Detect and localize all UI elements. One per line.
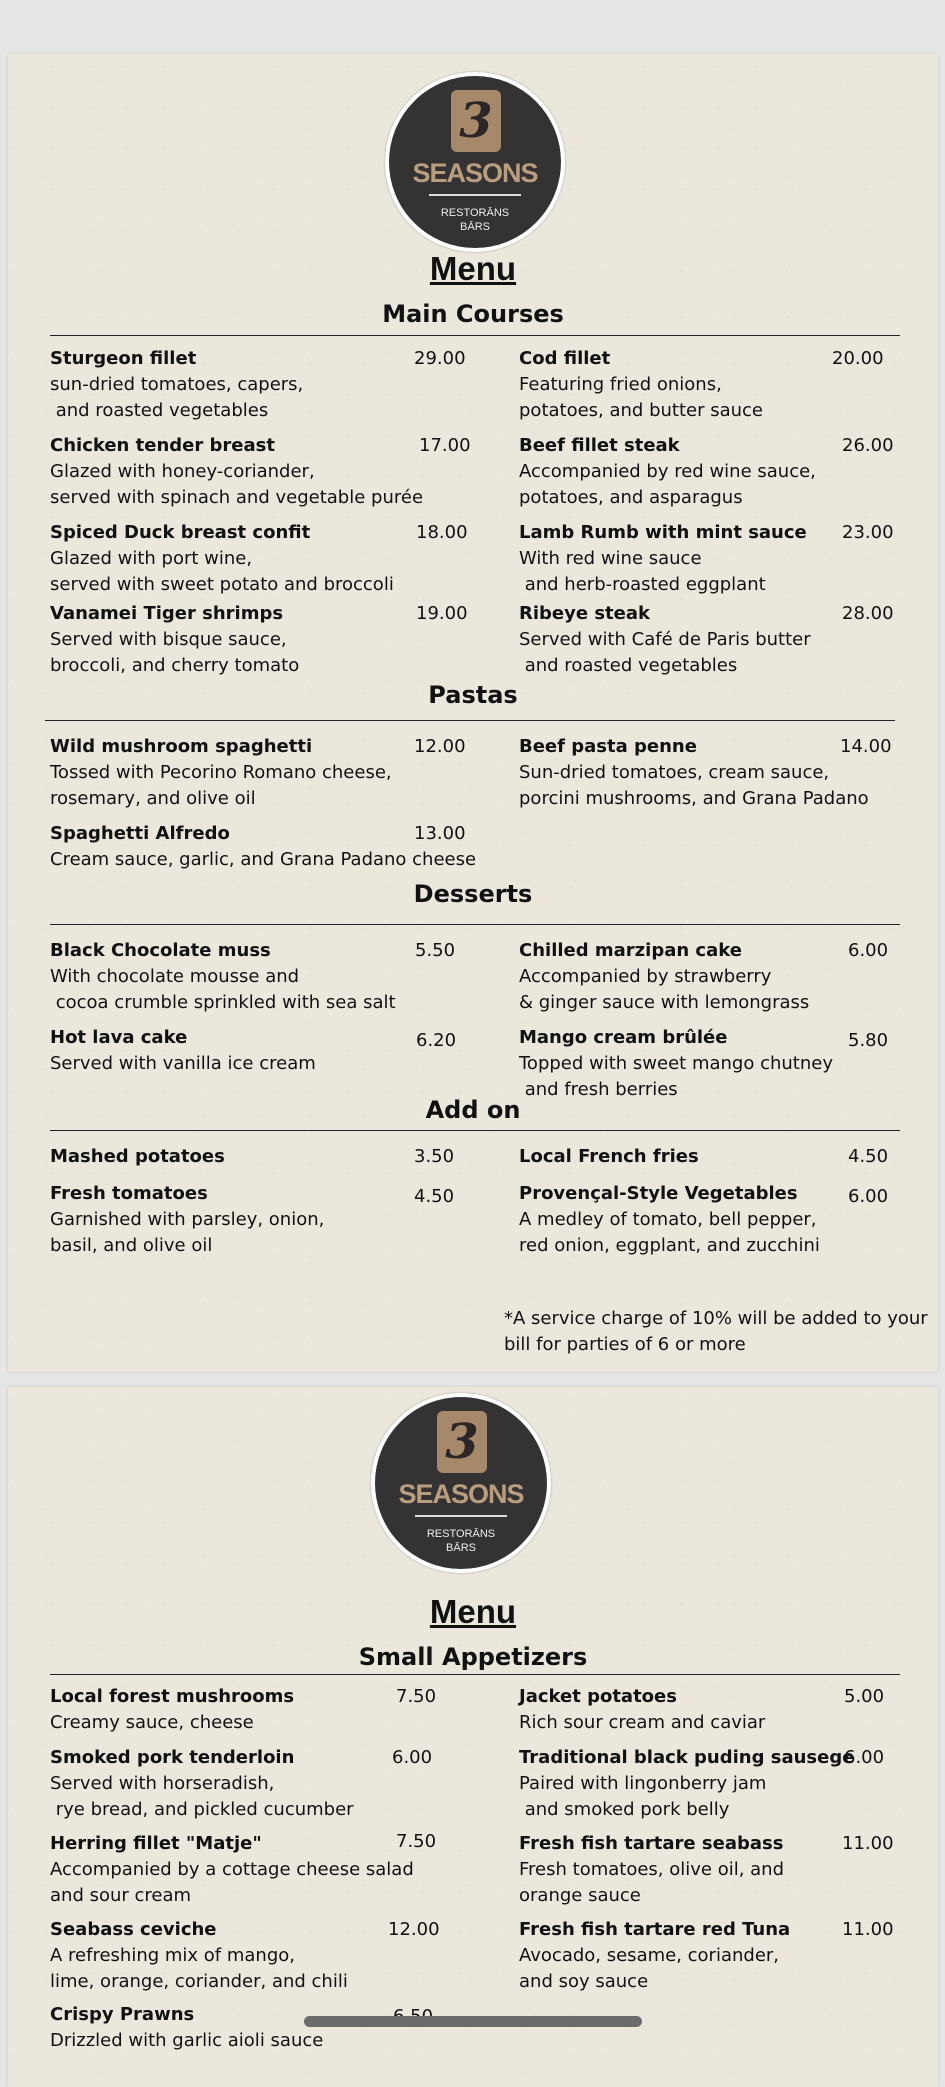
- menu-page-2: [8, 1387, 938, 2087]
- menu-item-price: 23.00: [842, 522, 894, 543]
- menu-item-price: 11.00: [842, 1919, 894, 1940]
- menu-item-price: 11.00: [842, 1833, 894, 1854]
- menu-item-price: 28.00: [842, 603, 894, 624]
- logo-badge: 3: [437, 1411, 487, 1473]
- menu-item-price: 12.00: [388, 1919, 440, 1940]
- menu-item-price: 6.00: [844, 1747, 885, 1768]
- menu-item-price: 18.00: [416, 522, 468, 543]
- section-title-small-appetizers: Small Appetizers: [358, 1643, 588, 1671]
- menu-item-price: 7.50: [396, 1831, 437, 1852]
- menu-item: Local forest mushrooms Creamy sauce, cheese: [50, 1686, 295, 1733]
- menu-item: Cod fillet Featuring fried onions, potatoes, and butter sauce: [519, 348, 764, 421]
- section-title-main-courses: Main Courses: [382, 300, 564, 328]
- menu-item-price: 4.50: [848, 1146, 889, 1167]
- menu-item: Local French fries: [519, 1146, 699, 1167]
- menu-item: Vanamei Tiger shrimps Served with bisque sauce, broccoli, and cherry tomato: [50, 603, 300, 676]
- menu-item-price: 6.00: [848, 1186, 889, 1207]
- section-divider: [50, 335, 900, 336]
- menu-item: Black Chocolate muss With chocolate mousse and cocoa crumble sprinkled with sea salt: [50, 940, 396, 1013]
- menu-item-price: 5.50: [415, 940, 456, 961]
- menu-item: Ribeye steak Served with Café de Paris butter and roasted vegetables: [519, 603, 811, 676]
- menu-item: Fresh fish tartare seabass Fresh tomatoes, olive oil, and orange sauce: [519, 1833, 785, 1906]
- menu-item-price: 26.00: [842, 435, 894, 456]
- menu-item-price: 3.50: [414, 1146, 455, 1167]
- menu-item: Fresh tomatoes Garnished with parsley, onion, basil, and olive oil: [50, 1183, 325, 1256]
- logo-badge: 3: [451, 90, 501, 152]
- menu-item: Sturgeon fillet sun-dried tomatoes, capers, and roasted vegetables: [50, 348, 304, 421]
- menu-item: Seabass ceviche A refreshing mix of mango, lime, orange, coriander, and chili: [50, 1919, 348, 1992]
- menu-title: Menu: [429, 250, 517, 287]
- menu-item-price: 14.00: [840, 736, 892, 757]
- menu-item: Mashed potatoes: [50, 1146, 225, 1167]
- menu-item: Crispy Prawns Drizzled with garlic aioli sauce: [50, 2004, 324, 2051]
- menu-item: Hot lava cake Served with vanilla ice cream: [50, 1027, 316, 1074]
- seasons-logo: [371, 1393, 551, 1573]
- menu-item: Wild mushroom spaghetti Tossed with Pecorino Romano cheese, rosemary, and olive oil: [50, 736, 392, 809]
- logo-name: SEASONS: [398, 1479, 524, 1509]
- menu-item-price: 20.00: [832, 348, 884, 369]
- menu-item: Beef pasta penne Sun-dried tomatoes, cream sauce, porcini mushrooms, and Grana Padano: [519, 736, 869, 809]
- menu-item-price: 6.00: [848, 940, 889, 961]
- logo-subtitle: RESTORĀNS BĀRS: [440, 207, 510, 233]
- menu-item: Lamb Rumb with mint sauce With red wine sauce and herb-roasted eggplant: [519, 522, 807, 595]
- menu-item: Spaghetti Alfredo Cream sauce, garlic, and Grana Padano cheese: [50, 823, 477, 870]
- menu-item: Chicken tender breast Glazed with honey-coriander, served with spinach and vegetable purée: [50, 435, 424, 508]
- menu-item-price: 19.00: [416, 603, 468, 624]
- menu-item: Spiced Duck breast confit Glazed with port wine, served with sweet potato and broccoli: [50, 522, 394, 595]
- logo-subtitle: RESTORĀNS BĀRS: [426, 1528, 496, 1554]
- menu-item: Chilled marzipan cake Accompanied by strawberry & ginger sauce with lemongrass: [519, 940, 810, 1013]
- section-divider: [50, 1130, 900, 1131]
- menu-item: Fresh fish tartare red Tuna Avocado, sesame, coriander, and soy sauce: [519, 1919, 791, 1992]
- logo-divider: [415, 1515, 507, 1517]
- menu-item-price: 29.00: [414, 348, 466, 369]
- section-divider: [45, 720, 895, 721]
- menu-item: Provençal-Style Vegetables A medley of tomato, bell pepper, red onion, eggplant, and zucchini: [519, 1183, 820, 1256]
- menu-item-price: 17.00: [419, 435, 471, 456]
- logo-divider: [429, 194, 521, 196]
- menu-item-price: 5.80: [848, 1030, 889, 1051]
- seasons-logo: [385, 72, 565, 252]
- section-title-desserts: Desserts: [413, 880, 533, 908]
- menu-item-price: 5.00: [844, 1686, 885, 1707]
- menu-item: Traditional black puding sausege Paired with lingonberry jam and smoked pork belly: [519, 1747, 855, 1820]
- menu-title: Menu: [429, 1593, 517, 1630]
- menu-page-1: [8, 54, 938, 1372]
- menu-item-price: 7.50: [396, 1686, 437, 1707]
- menu-item-price: 13.00: [414, 823, 466, 844]
- section-title-pastas: Pastas: [428, 681, 518, 709]
- menu-item: Jacket potatoes Rich sour cream and caviar: [519, 1686, 766, 1733]
- menu-item-price: 4.50: [414, 1186, 455, 1207]
- section-divider: [50, 924, 900, 925]
- logo-name: SEASONS: [412, 158, 538, 188]
- service-charge-note: *A service charge of 10% will be added to your bill for parties of 6 or more: [504, 1308, 928, 1355]
- horizontal-scrollbar[interactable]: [304, 2016, 642, 2027]
- menu-item: Mango cream brûlée Topped with sweet mango chutney and fresh berries: [519, 1027, 833, 1100]
- menu-item: Smoked pork tenderloin Served with horseradish, rye bread, and pickled cucumber: [50, 1747, 354, 1820]
- menu-item: Beef fillet steak Accompanied by red wine sauce, potatoes, and asparagus: [519, 435, 816, 508]
- section-title-add-on: Add on: [425, 1096, 521, 1124]
- menu-item: Herring fillet "Matje" Accompanied by a cottage cheese salad and sour cream: [50, 1833, 414, 1906]
- menu-item-price: 6.00: [392, 1747, 433, 1768]
- menu-item-price: 12.00: [414, 736, 466, 757]
- menu-item-price: 6.20: [416, 1030, 457, 1051]
- section-divider: [50, 1674, 900, 1675]
